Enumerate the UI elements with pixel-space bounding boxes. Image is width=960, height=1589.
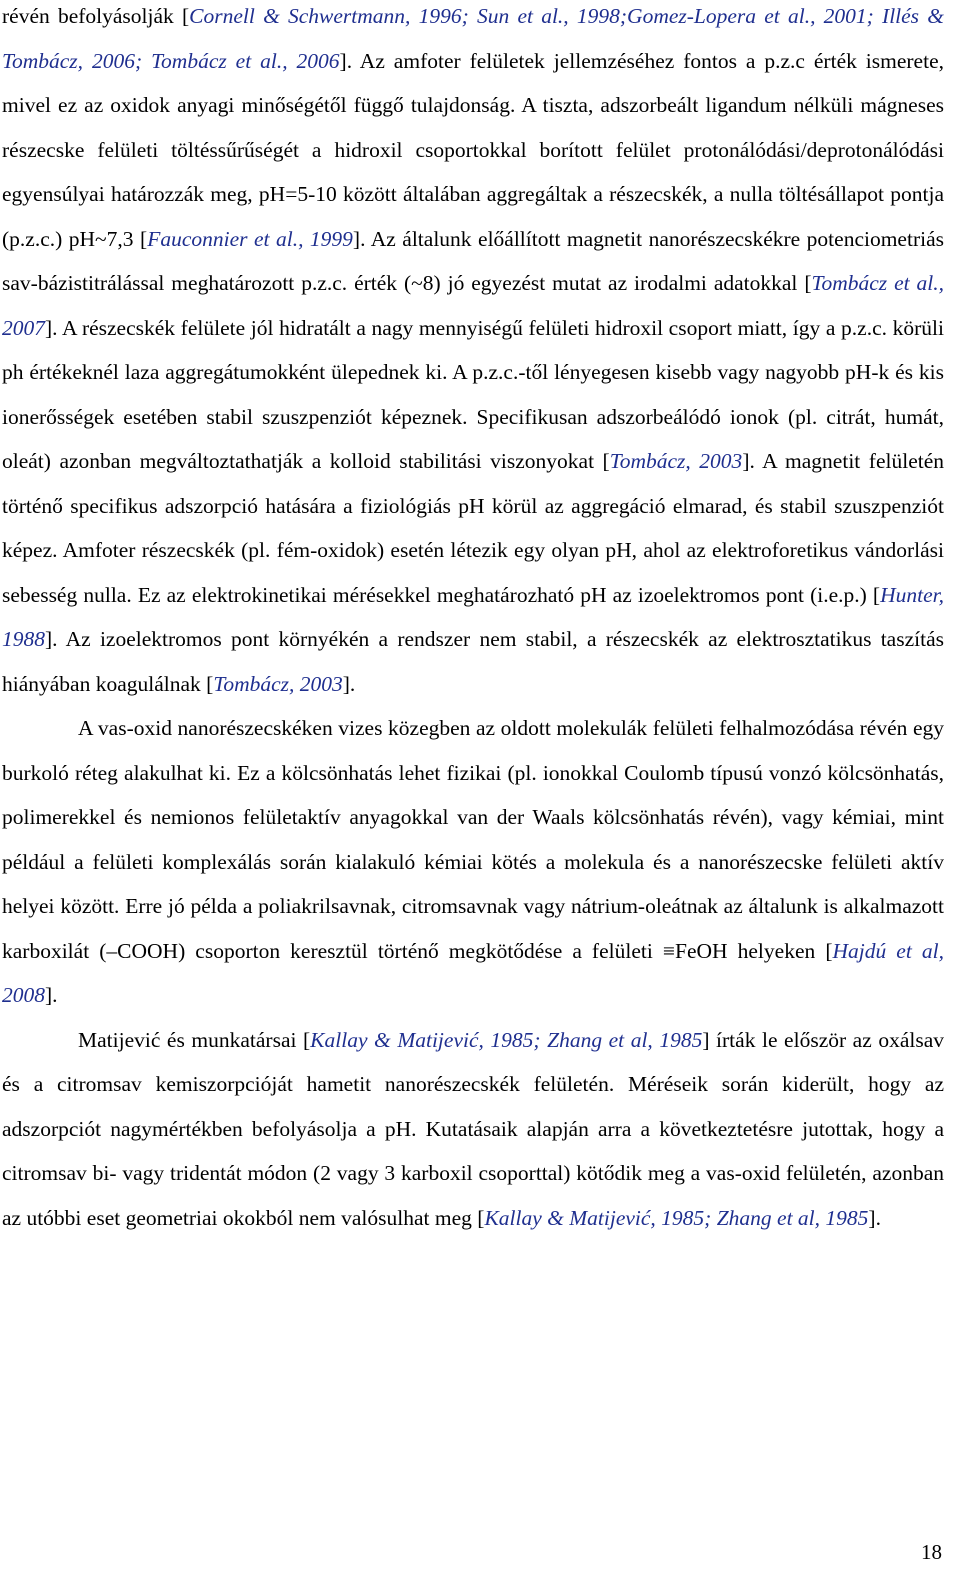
text-segment: ]. — [45, 983, 58, 1007]
citation-link[interactable]: Tombácz et al., 2007 — [2, 271, 944, 340]
paragraph-3 — [2, 1018, 944, 1241]
citation-link[interactable]: Hunter, 1988 — [2, 582, 944, 651]
citation-link[interactable]: Hajdú et al, 2008 — [2, 938, 944, 1007]
citation-link[interactable]: Fauconnier et al., 1999 — [147, 226, 353, 251]
text-segment: ]. Az izoelektromos pont környékén a rendszer nem stabil, a részecskék az elektrosztatikus taszítás hiányában koagulálnak [ — [2, 627, 944, 696]
text-segment: ]. Az amfoter felületek jellemzéséhez fontos a p.z.c érték ismerete, mivel ez az oxidok anyagi minőségétől függő tulajdonság. A tiszta, adszorbeált ligandum nélküli mágneses részecske felületi töltéssűrűségét a hidroxil csoportokkal borított felület protonálódási/deprotonálódási egyensúlyai határozzák meg, pH=5-10 között általában aggregáltak a részecskék, a nulla töltésállapot pontja (p.z.c.) pH~7,3 [ — [2, 48, 944, 251]
citation-link[interactable]: Tombácz, 2003 — [609, 449, 743, 473]
page-number: 18 — [921, 1540, 942, 1564]
citation-link[interactable]: Kallay & Matijević, 1985; Zhang et al, 1985 — [484, 1205, 869, 1230]
text-segment: ]. A magnetit felületén történő specifikus adszorpció hatására a fiziológiás pH körül az aggregáció elmarad, és stabil szuszpenziót képez. Amfoter részecskék (pl. fém-oxidok) esetén létezik egy olyan pH, ahol az elektroforetikus vándorlási sebesség nulla. Ez az elektrokinetikai mérésekkel meghatározható pH az izoelektromos pont (i.e.p.) [ — [2, 449, 945, 607]
citation-link[interactable]: Kallay & Matijević, 1985; Zhang et al, 1985 — [310, 1027, 703, 1052]
text-segment: ]. Az általunk előállított magnetit nanorészecskékre potenciometriás sav-bázistitrálással meghatározott p.z.c. érték (~8) jó egyezést mutat az irodalmi adatokkal [ — [2, 226, 944, 295]
text-segment: ]. — [868, 1205, 881, 1230]
paragraph-2 — [2, 706, 944, 1018]
text-segment: révén befolyásolják [ — [2, 4, 190, 28]
text-segment: Matijević és munkatársai [ — [78, 1027, 311, 1052]
text-segment: A vas-oxid nanorészecskéken vizes közegben az oldott molekulák felületi felhalmozódása révén egy burkoló réteg alakulhat ki. Ez a kölcsönhatás lehet fizikai (pl. ionokkal Coulomb típusú vonzó kölcsönhatás, polimerekkel és nemionos felületaktív anyagokkal van der Waals kölcsönhatás révén), vagy kémiai, mint például a felületi komplexálás során kialakuló kémiai kötés a molekula és a nanorészecske felületi aktív helyei között. Erre jó példa a poliakrilsavnak, citromsavnak vagy nátrium-oleátnak az általunk is alkalmazott karboxilát (–COOH) csoporton keresztül történő megkötődése a felületi ≡FeOH helyeken [ — [2, 716, 944, 963]
paragraph-1 — [2, 0, 944, 706]
text-segment: ]. A részecskék felülete jól hidratált a nagy mennyiségű felületi hidroxil csoport miatt, így a p.z.c. körüli ph értékeknél laza aggregátumokként ülepednek ki. A p.z.c.-től lényegesen kisebb vagy nagyobb pH-k és kis ionerősségek esetében stabil szuszpenziót képeznek. Specifikusan adszorbeálódó ionok (pl. citrát, humát, oleát) azonban megváltoztathatják a kolloid stabilitási viszonyokat [ — [2, 315, 944, 473]
citation-link[interactable]: Tombácz, 2003 — [213, 671, 343, 696]
text-segment: ] írták le először az oxálsav és a citromsav kemiszorpcióját hametit nanorészecskék felületén. Méréseik során kiderült, hogy az adszorpciót nagymértékben befolyásolja a pH. Kutatásaik alapján arra a következtetésre jutottak, hogy a citromsav bi- vagy tridentát módon (2 vagy 3 karboxil csoporttal) kötődik meg a vas-oxid felületén, azonban az utóbbi eset geometriai okokból nem valósulhat meg [ — [2, 1027, 944, 1230]
document-page — [2, 0, 944, 1240]
text-segment: ]. — [342, 671, 356, 696]
citation-link[interactable]: Cornell & Schwertmann, 1996; Sun et al., 1998;Gomez-Lopera et al., 2001; Illés & Tombácz, 2006; Tombácz et al., 2006 — [2, 4, 944, 73]
